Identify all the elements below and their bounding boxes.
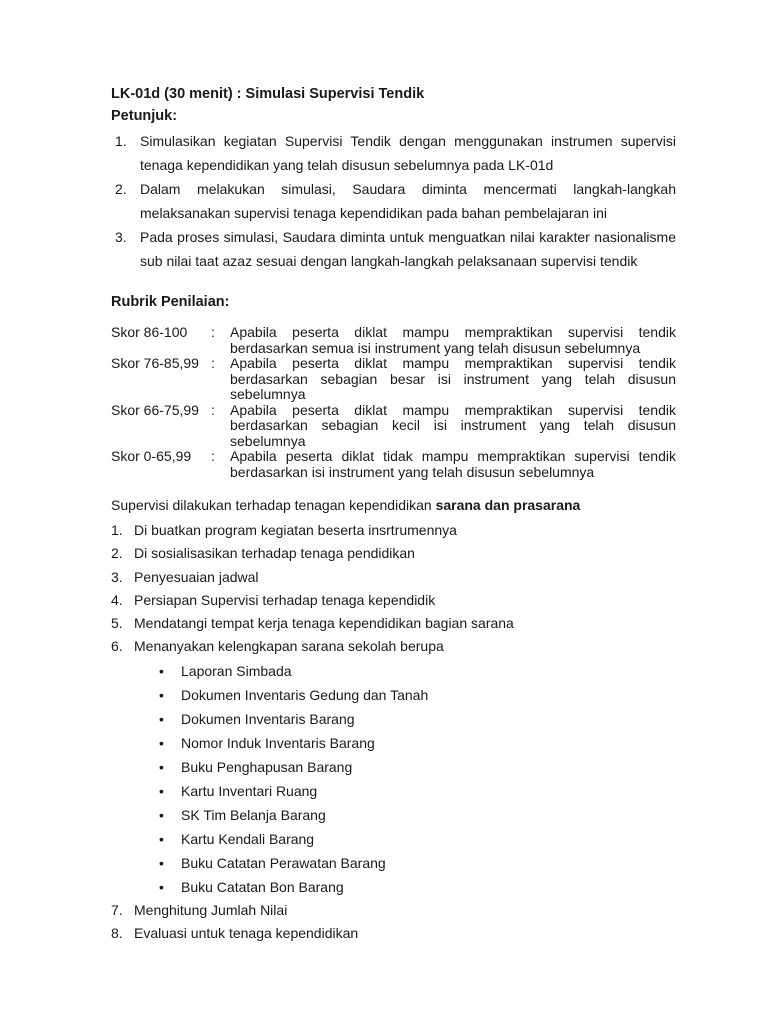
- list-item: [111, 177, 676, 225]
- list-number: 1.: [115, 133, 127, 149]
- sarana-bullet-list: [111, 659, 676, 899]
- rubrik-table: [111, 325, 676, 480]
- list-number: 6.: [111, 638, 123, 655]
- bullet-item: [111, 659, 676, 683]
- bullet-item: [111, 683, 676, 707]
- bullet-text: Laporan Simbada: [181, 662, 292, 679]
- score-colon: :: [211, 401, 215, 418]
- list-item-text: Dalam melakukan simulasi, Saudara diminta mencermati langkah-langkah melaksanakan supervisi tenaga kependidikan pada bahan pembelajaran ini: [140, 181, 676, 221]
- bullet-icon: •: [159, 782, 164, 799]
- list-item: [111, 612, 676, 635]
- bullet-item: [111, 803, 676, 827]
- list-item: [111, 589, 676, 612]
- bullet-icon: •: [159, 878, 164, 895]
- list-item-text: Di buatkan program kegiatan beserta insrtrumennya: [134, 522, 457, 538]
- intro-bold-text: sarana dan prasarana: [435, 497, 581, 513]
- score-description: Apabila peserta diklat mampu mempraktikan supervisi tendik berdasarkan sebagian kecil isi instrument yang telah disusun sebelumnya: [230, 401, 676, 449]
- document-title: LK-01d (30 menit) : Simulasi Supervisi Tendik: [111, 86, 425, 102]
- score-label: Skor 66-75,99: [111, 401, 199, 418]
- score-label: Skor 76-85,99: [111, 355, 199, 371]
- list-item-text: Persiapan Supervisi terhadap tenaga kependidik: [134, 591, 436, 608]
- bullet-item: [111, 755, 676, 779]
- list-item-text: Mendatangi tempat kerja tenaga kependidikan bagian sarana: [134, 615, 514, 632]
- list-number: 7.: [111, 901, 123, 918]
- list-item: [111, 899, 676, 922]
- bullet-text: Buku Penghapusan Barang: [181, 758, 353, 775]
- bullet-text: SK Tim Belanja Barang: [181, 806, 326, 823]
- score-label: Skor 86-100: [111, 324, 188, 340]
- list-item-text: Simulasikan kegiatan Supervisi Tendik dengan menggunakan instrumen supervisi tenaga kependidikan yang telah disusun sebelumnya pada LK-01d: [140, 133, 676, 173]
- score-label: Skor 0-65,99: [111, 448, 192, 464]
- list-item-text: Menanyakan kelengkapan sarana sekolah berupa: [134, 638, 444, 655]
- list-number: 2.: [111, 545, 123, 562]
- intro-paragraph: [111, 494, 676, 516]
- list-number: 3.: [115, 229, 127, 245]
- document-page: [111, 83, 676, 945]
- bullet-item: [111, 827, 676, 851]
- rubrik-heading: Rubrik Penilaian:: [111, 294, 230, 310]
- bullet-text: Buku Catatan Perawatan Barang: [181, 854, 386, 871]
- list-item: [111, 566, 676, 589]
- score-description: Apabila peserta diklat mampu mempraktikan supervisi tendik berdasarkan sebagian besar isi instrument yang telah disusun sebelumnya: [230, 355, 676, 402]
- intro-text: Supervisi dilakukan terhadap tenagan kependidikan: [111, 497, 436, 513]
- bullet-icon: •: [159, 758, 164, 775]
- rubrik-row: [111, 356, 676, 403]
- rubrik-row: [111, 449, 676, 480]
- score-colon: :: [211, 448, 215, 464]
- bullet-text: Dokumen Inventaris Gedung dan Tanah: [181, 686, 429, 703]
- list-item: [111, 922, 676, 945]
- bullet-text: Kartu Inventari Ruang: [181, 782, 318, 799]
- steps-list: [111, 519, 676, 659]
- list-item: [111, 129, 676, 177]
- list-number: 1.: [111, 522, 123, 538]
- list-item-text: Penyesuaian jadwal: [134, 568, 259, 585]
- list-number: 2.: [115, 181, 127, 197]
- score-colon: :: [211, 355, 215, 371]
- score-description: Apabila peserta diklat tidak mampu mempraktikan supervisi tendik berdasarkan isi instrument yang telah disusun sebelumnya: [230, 448, 676, 480]
- bullet-text: Nomor Induk Inventaris Barang: [181, 734, 375, 751]
- list-number: 5.: [111, 615, 123, 632]
- rubrik-row: [111, 325, 676, 356]
- bullet-text: Kartu Kendali Barang: [181, 830, 315, 847]
- list-item-text: Pada proses simulasi, Saudara diminta untuk menguatkan nilai karakter nasionalisme sub nilai taat azaz sesuai dengan langkah-langkah pelaksanaan supervisi tendik: [140, 229, 676, 269]
- bullet-item: [111, 707, 676, 731]
- list-number: 8.: [111, 925, 123, 942]
- bullet-item: [111, 875, 676, 899]
- list-number: 4.: [111, 591, 123, 608]
- bullet-icon: •: [159, 734, 164, 751]
- bullet-item: [111, 851, 676, 875]
- bullet-text: Dokumen Inventaris Barang: [181, 710, 355, 727]
- petunjuk-list: [111, 129, 676, 273]
- list-item: [111, 519, 676, 542]
- score-colon: :: [211, 324, 215, 340]
- bullet-icon: •: [159, 806, 164, 823]
- bullet-item: [111, 731, 676, 755]
- list-item-text: Evaluasi untuk tenaga kependidikan: [134, 925, 359, 942]
- list-item: [111, 225, 676, 273]
- bullet-icon: •: [159, 710, 164, 727]
- bullet-text: Buku Catatan Bon Barang: [181, 878, 344, 895]
- list-number: 3.: [111, 568, 123, 585]
- list-item-text: Di sosialisasikan terhadap tenaga pendidikan: [134, 545, 415, 562]
- bullet-item: [111, 779, 676, 803]
- list-item: [111, 542, 676, 565]
- bullet-icon: •: [159, 662, 164, 679]
- petunjuk-heading: Petunjuk:: [111, 108, 178, 124]
- list-item: [111, 635, 676, 658]
- score-description: Apabila peserta diklat mampu mempraktikan supervisi tendik berdasarkan semua isi instrument yang telah disusun sebelumnya: [230, 324, 676, 356]
- bullet-icon: •: [159, 830, 164, 847]
- list-item-text: Menghitung Jumlah Nilai: [134, 901, 288, 918]
- bullet-icon: •: [159, 686, 164, 703]
- steps-list-continued: [111, 899, 676, 946]
- rubrik-row: [111, 403, 676, 450]
- bullet-icon: •: [159, 854, 164, 871]
